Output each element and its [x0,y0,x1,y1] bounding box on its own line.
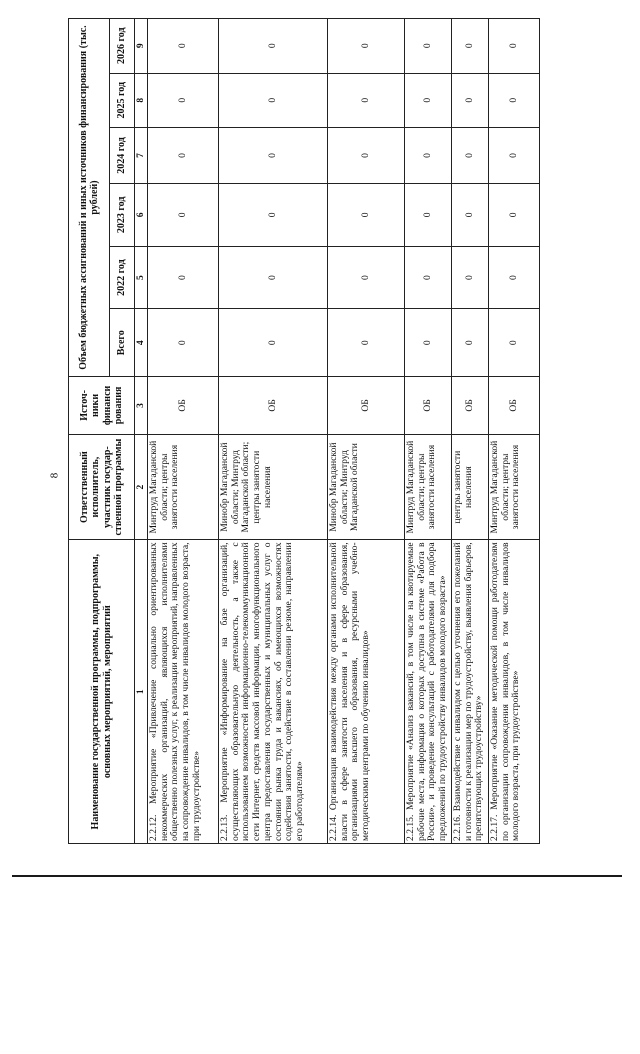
table-row [219,19,328,844]
header-year-2024: 2024 год [110,127,135,183]
column-number: 3 [135,377,148,435]
header-year-2026: 2026 год [110,19,135,74]
table-row [328,19,405,844]
value-2022: 0 [148,246,219,309]
value-2023: 0 [328,184,405,247]
measure-name: 2.2.17. Мероприятие «Оказание методической помощи работодателям по организации сопровождения инвалидов, в том числе инвалидов молодого возраста, при трудоустройстве» [489,540,540,844]
header-year-2023: 2023 год [110,184,135,247]
table-row [148,19,219,844]
value-2022: 0 [452,246,489,309]
value-2023: 0 [219,184,328,247]
value-2022: 0 [328,246,405,309]
measure-name: 2.2.13. Мероприятие «Информирование на базе организаций, осуществляющих образовательную деятельность, а также с использованием возможностей информационно-телекоммуникационной сети Интернет, средств массовой информации, многофункционального центра предоставления государственных и муниципальных услуг о состоянии рынка труда и вакансиях, об имеющихся возможностях содействия занятости, содействие в составлении резюме, направлении его работодателям» [219,540,328,844]
column-number: 8 [135,73,148,127]
executor-cell: Минобр Магаданской области; Минтруд Магаданской области [328,434,405,540]
value-2022: 0 [405,246,452,309]
executor-cell: Минтруд Магаданской области; центры занятости населения [489,434,540,540]
column-number: 1 [135,540,148,844]
value-2025: 0 [452,73,489,127]
measure-name: 2.2.12. Мероприятие «Привлечение социально ориентированных некоммерческих организаций, являющихся исполнителями общественно полезных услуг, к реализации мероприятий, направленных на сопровождение инвалидов, в том числе инвалидов молодого возраста, при трудоустройстве» [148,540,219,844]
value-2024: 0 [148,127,219,183]
measure-name: 2.2.15. Мероприятие «Анализ вакансий, в том числе на квотируемые рабочие места, информация о которых доступна в системе «Работа в России», и проведение консультаций с работодателями для подбора предложений по трудоустройству инвалидов молодого возраста» [405,540,452,844]
column-number: 6 [135,184,148,247]
executor-cell: Минтруд Магаданской области; центры занятости населения [405,434,452,540]
value-2023: 0 [405,184,452,247]
measure-name: 2.2.14. Организация взаимодействия между органами исполнительной власти в сфере занятости населения и в сфере образования, организациями высшего образования, ресурсными учебно-методическими центрами по обучению инвалидов» [328,540,405,844]
source-cell: ОБ [489,377,540,435]
executor-cell: центры занятости населения [452,434,489,540]
value-2026: 0 [328,19,405,74]
column-number: 2 [135,434,148,540]
value-2023: 0 [452,184,489,247]
rotated-page-content [68,18,624,844]
page-number: 8 [48,472,61,479]
header-source: Источ-ники финанси рования [69,377,135,435]
table-row [452,19,489,844]
value-2024: 0 [219,127,328,183]
column-number: 5 [135,246,148,309]
header-volume: Объем бюджетных ассигнований и иных источников финансирования (тыс. рублей) [69,19,110,377]
source-cell: ОБ [452,377,489,435]
header-year-2025: 2025 год [110,73,135,127]
column-number-row [135,19,148,844]
value-total: 0 [489,309,540,377]
value-2023: 0 [489,184,540,247]
value-total: 0 [148,309,219,377]
footer-divider [12,875,622,877]
table-row [405,19,452,844]
value-2024: 0 [489,127,540,183]
value-total: 0 [219,309,328,377]
value-2026: 0 [219,19,328,74]
value-2026: 0 [452,19,489,74]
value-2026: 0 [405,19,452,74]
header-program-name: Наименование государственной программы, подпрограммы, основных мероприятий, мероприятий [69,540,135,844]
value-2026: 0 [489,19,540,74]
table-row [489,19,540,844]
value-2023: 0 [148,184,219,247]
value-total: 0 [405,309,452,377]
source-cell: ОБ [219,377,328,435]
value-2025: 0 [489,73,540,127]
financing-table [68,18,540,844]
header-year-2022: 2022 год [110,246,135,309]
executor-cell: Минтруд Магаданской области; центры занятости населения [148,434,219,540]
header-total: Всего [110,309,135,377]
value-2025: 0 [219,73,328,127]
value-2022: 0 [489,246,540,309]
value-total: 0 [452,309,489,377]
value-2025: 0 [328,73,405,127]
executor-cell: Минобр Магаданской области; Минтруд Магаданской области; центры занятости населения [219,434,328,540]
header-executor: Ответственный исполнитель, участник государ-ственной программы [69,434,135,540]
value-2022: 0 [219,246,328,309]
rotated-table-frame [68,18,624,844]
value-2024: 0 [405,127,452,183]
source-cell: ОБ [328,377,405,435]
value-2024: 0 [452,127,489,183]
measure-name: 2.2.16. Взаимодействие с инвалидом с целью уточнения его пожеланий и готовности к реализации мер по трудоустройству, выявления барьеров, препятствующих трудоустройству» [452,540,489,844]
value-2025: 0 [405,73,452,127]
value-2026: 0 [148,19,219,74]
column-number: 4 [135,309,148,377]
source-cell: ОБ [405,377,452,435]
column-number: 9 [135,19,148,74]
value-2024: 0 [328,127,405,183]
value-total: 0 [328,309,405,377]
column-number: 7 [135,127,148,183]
value-2025: 0 [148,73,219,127]
source-cell: ОБ [148,377,219,435]
